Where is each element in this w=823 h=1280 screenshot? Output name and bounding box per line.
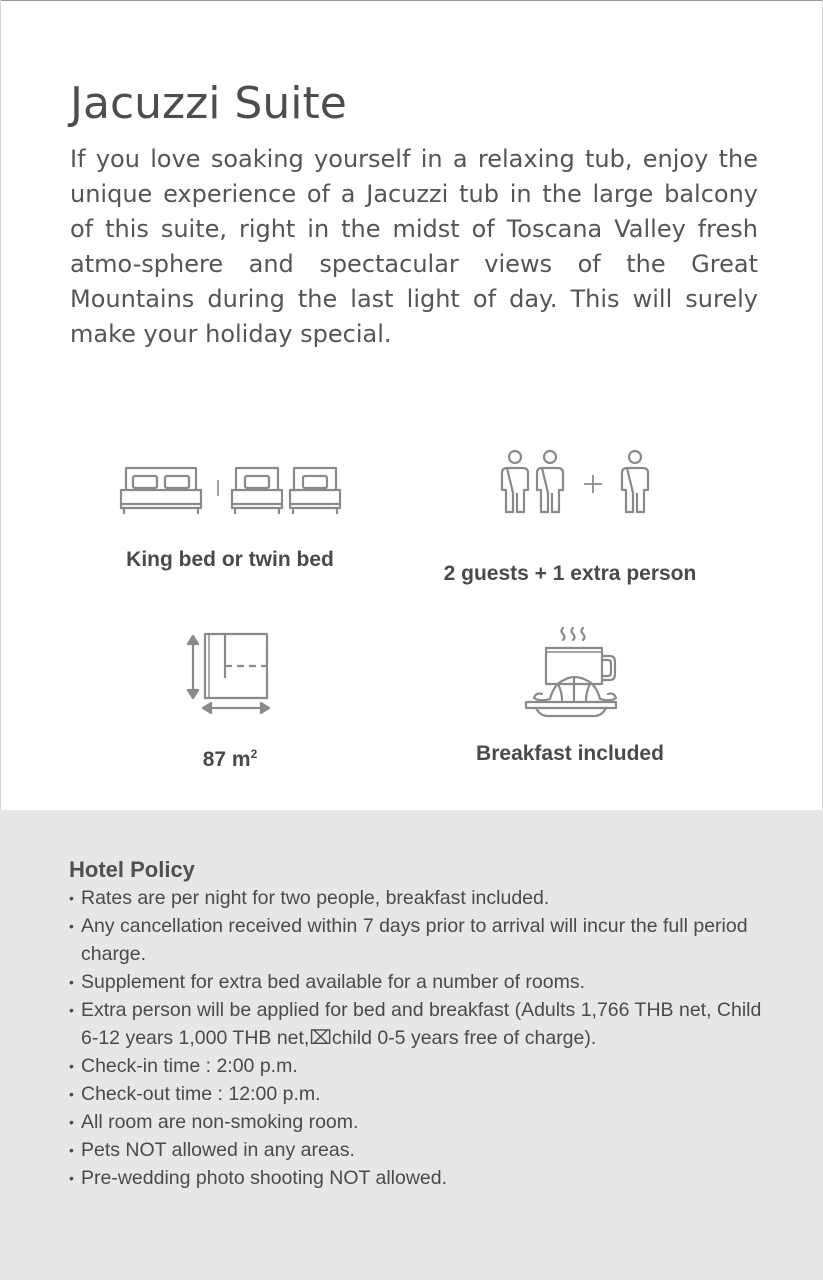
- policy-item: • Check-out time : 12:00 p.m.: [69, 1080, 769, 1108]
- policy-list: [69, 884, 769, 1192]
- feature-breakfast: [410, 622, 730, 766]
- breakfast-label: Breakfast included: [476, 742, 664, 765]
- floor-plan-icon: [185, 628, 275, 718]
- policy-item: • Pre-wedding photo shooting NOT allowed.: [69, 1164, 769, 1192]
- policy-item: • All room are non-smoking room.: [69, 1108, 769, 1136]
- hotel-policy-section: [0, 810, 823, 1280]
- bed-label: King bed or twin bed: [126, 548, 334, 571]
- bed-icon: [118, 460, 342, 520]
- left-border: [0, 0, 1, 810]
- coffee-croissant-icon: [520, 622, 620, 722]
- area-label: [70, 748, 390, 772]
- guests-icon: [490, 448, 650, 518]
- policy-item: • Supplement for extra bed available for a number of rooms.: [69, 968, 769, 996]
- policy-item: • Any cancellation received within 7 days prior to arrival will incur the full period charge.: [69, 912, 769, 968]
- feature-area: [70, 628, 390, 772]
- guests-label: 2 guests + 1 extra person: [443, 562, 697, 585]
- feature-guests: [410, 448, 730, 586]
- room-title: Jacuzzi Suite: [70, 78, 347, 129]
- policy-item: • Extra person will be applied for bed and breakfast (Adults 1,766 THB net, Child 6-12 years 1,000 THB net,⌧child 0-5 years free of charge).: [69, 996, 769, 1052]
- policy-item: • Check-in time : 2:00 p.m.: [69, 1052, 769, 1080]
- area-unit-superscript: 2: [250, 747, 258, 761]
- area-value: 87 m: [202, 748, 251, 771]
- feature-bed: [70, 460, 390, 572]
- policy-item: • Pets NOT allowed in any areas.: [69, 1136, 769, 1164]
- policy-item: • Rates are per night for two people, breakfast included.: [69, 884, 769, 912]
- room-description: If you love soaking yourself in a relaxing tub, enjoy the unique experience of a Jacuzzi tub in the large balcony of this suite, right in the midst of Toscana Valley fresh atmo-sphere and spectacular views of the Great Mountains during the last light of day. This will surely make your holiday special.: [70, 145, 758, 348]
- top-border: [0, 0, 823, 1]
- policy-title: Hotel Policy: [69, 857, 195, 882]
